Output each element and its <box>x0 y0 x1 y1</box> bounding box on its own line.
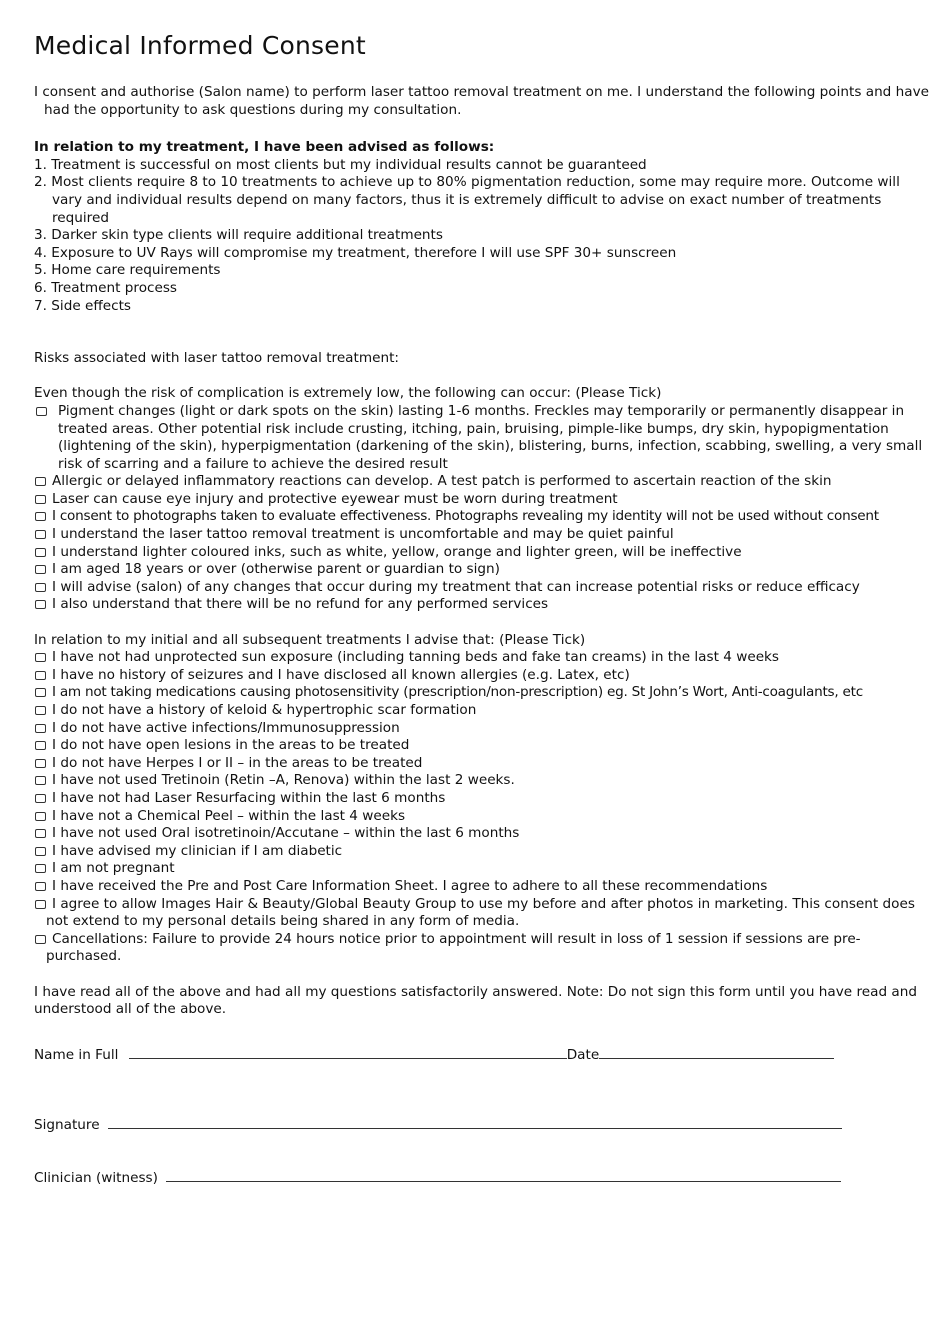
list-item: 3. Darker skin type clients will require additional treatments <box>34 227 443 244</box>
checkbox[interactable] <box>35 688 46 697</box>
checklist-item <box>34 403 929 473</box>
advised-heading: In relation to my treatment, I have been advised as follows: <box>34 139 495 156</box>
checklist-item <box>34 720 929 738</box>
checkbox[interactable] <box>35 812 46 821</box>
advise-checklist <box>34 649 929 966</box>
checklist-item-label: I have not a Chemical Peel – within the last 4 weeks <box>52 807 406 824</box>
checklist-item-label: I have not used Oral isotretinoin/Accutane – within the last 6 months <box>52 825 520 842</box>
clinician-input-line[interactable] <box>166 1169 841 1182</box>
name-label: Name in Full <box>34 1047 119 1063</box>
checkbox[interactable] <box>35 935 46 944</box>
checklist-item-label: I understand lighter coloured inks, such as white, yellow, orange and lighter green, will be ineffective <box>52 543 742 560</box>
list-item: 5. Home care requirements <box>34 262 221 279</box>
checkbox[interactable] <box>35 794 46 803</box>
checklist-item <box>34 843 929 861</box>
checklist-item <box>34 579 929 597</box>
checklist-item-label: Laser can cause eye injury and protective eyewear must be worn during treatment <box>52 490 618 507</box>
checkbox[interactable] <box>35 653 46 662</box>
list-item: 7. Side effects <box>34 297 131 314</box>
checklist-item <box>34 684 929 702</box>
checkbox[interactable] <box>35 776 46 785</box>
checklist-item-label: Allergic or delayed inflammatory reactions can develop. A test patch is performed to ascertain reaction of the skin <box>52 473 832 490</box>
advise-intro: In relation to my initial and all subsequent treatments I advise that: (Please Tick) <box>34 631 586 648</box>
checklist-item <box>34 808 929 826</box>
checklist-item-label: I understand the laser tattoo removal treatment is uncomfortable and may be quiet painful <box>52 526 674 543</box>
name-input-line[interactable] <box>129 1046 567 1059</box>
list-item: 4. Exposure to UV Rays will compromise my treatment, therefore I will use SPF 30+ sunscreen <box>34 244 677 261</box>
checklist-item-label: Cancellations: Failure to provide 24 hours notice prior to appointment will result in loss of 1 session if sessions are pre-purchased. <box>46 930 861 965</box>
checklist-item <box>34 508 929 526</box>
date-input-line[interactable] <box>599 1046 834 1059</box>
intro-paragraph: I consent and authorise (Salon name) to perform laser tattoo removal treatment on me. I understand the following points and have had the opportunity to ask questions during my consultation. <box>34 84 929 118</box>
closing-statement: I have read all of the above and had all my questions satisfactorily answered. Note: Do not sign this form until you have read and understood all of the above. <box>34 983 917 1018</box>
checklist-item <box>34 755 929 773</box>
checkbox[interactable] <box>35 495 46 504</box>
checklist-item-label: I have not used Tretinoin (Retin –A, Renova) within the last 2 weeks. <box>52 772 515 789</box>
checkbox[interactable] <box>35 600 46 609</box>
signature-label: Signature <box>34 1117 100 1133</box>
checklist-item <box>34 526 929 544</box>
signature-input-line[interactable] <box>108 1116 842 1129</box>
date-label: Date <box>566 1047 600 1063</box>
checkbox[interactable] <box>35 565 46 574</box>
checklist-item-label: I have advised my clinician if I am diabetic <box>52 842 343 859</box>
checklist-item-label: I agree to allow Images Hair & Beauty/Global Beauty Group to use my before and after photos in marketing. This consent does not extend to my personal details being shared in any form of media. <box>46 895 915 930</box>
page-title: Medical Informed Consent <box>34 31 366 60</box>
checkbox[interactable] <box>35 847 46 856</box>
checklist-item-label: I have not had Laser Resurfacing within the last 6 months <box>52 789 446 806</box>
checklist-item <box>34 772 929 790</box>
list-item: 2. Most clients require 8 to 10 treatments to achieve up to 80% pigmentation reduction, some may require more. Outcome will vary and individual results depend on many factors, thus it is extremely difficult to advise on exact number of treatments required <box>34 174 900 226</box>
checklist-item <box>34 878 929 896</box>
checklist-item-label: I am not taking medications causing photosensitivity (prescription/non-prescription) eg. St John’s Wort, Anti-coagulants, etc <box>52 684 863 701</box>
checklist-item <box>34 544 929 562</box>
checklist-item-label: I do not have open lesions in the areas to be treated <box>52 737 410 754</box>
risk-checklist <box>34 403 929 614</box>
checklist-item <box>34 860 929 878</box>
signature-row <box>34 1116 842 1133</box>
checklist-item-label: I will advise (salon) of any changes that occur during my treatment that can increase potential risks or reduce efficacy <box>52 578 860 595</box>
checklist-item <box>34 491 929 509</box>
checklist-item-label: I have received the Pre and Post Care Information Sheet. I agree to adhere to all these recommendations <box>52 877 768 894</box>
checklist-item-label: I do not have active infections/Immunosuppression <box>52 719 400 736</box>
checklist-item-label: I am not pregnant <box>52 860 175 877</box>
checklist-item <box>34 702 929 720</box>
list-item: 6. Treatment process <box>34 279 178 296</box>
list-item: 1. Treatment is successful on most clients but my individual results cannot be guaranteed <box>34 156 647 173</box>
checklist-item-label: I do not have a history of keloid & hypertrophic scar formation <box>52 702 477 718</box>
risks-heading: Risks associated with laser tattoo removal treatment: <box>34 350 399 367</box>
checklist-item-label: Pigment changes (light or dark spots on the skin) lasting 1-6 months. Freckles may temporarily or permanently disappear in treated areas. Other potential risk include crusting, itching, pain, bruising, pimple-like bumps, dry skin, hypopigmentation (lightening of the skin), hyperpigmentation (darkening of the skin), blistering, burns, infection, scabbing, swelling, a very small risk of scarring and a failure to achieve the desired result <box>58 402 923 472</box>
checklist-item <box>34 561 929 579</box>
checklist-item-label: I have no history of seizures and I have disclosed all known allergies (e.g. Latex, etc) <box>52 666 630 683</box>
checkbox[interactable] <box>35 477 46 486</box>
advised-list <box>34 157 929 315</box>
checkbox[interactable] <box>35 882 46 891</box>
checkbox[interactable] <box>35 900 46 909</box>
checkbox[interactable] <box>35 864 46 873</box>
clinician-label: Clinician (witness) <box>34 1170 158 1186</box>
checkbox[interactable] <box>35 512 46 521</box>
risks-intro: Even though the risk of complication is extremely low, the following can occur: (Please Tick) <box>34 385 662 402</box>
checkbox[interactable] <box>35 706 46 715</box>
checklist-item <box>34 667 929 685</box>
checklist-item <box>34 649 929 667</box>
checkbox[interactable] <box>35 548 46 557</box>
checkbox[interactable] <box>35 671 46 680</box>
checklist-item <box>34 896 929 931</box>
checkbox[interactable] <box>35 530 46 539</box>
checklist-item <box>34 790 929 808</box>
consent-document <box>34 30 929 1019</box>
checklist-item <box>34 596 929 614</box>
checklist-item-label: I also understand that there will be no refund for any performed services <box>52 596 549 613</box>
checkbox[interactable] <box>35 724 46 733</box>
checklist-item <box>34 473 929 491</box>
checkbox[interactable] <box>35 741 46 750</box>
checklist-item <box>34 825 929 843</box>
name-date-row <box>34 1046 834 1063</box>
checkbox[interactable] <box>36 407 47 416</box>
checklist-item-label: I do not have Herpes I or II – in the areas to be treated <box>52 754 423 771</box>
checklist-item-label: I am aged 18 years or over (otherwise parent or guardian to sign) <box>52 561 500 578</box>
checklist-item <box>34 931 929 966</box>
checklist-item-label: I consent to photographs taken to evaluate effectiveness. Photographs revealing my identity will not be used without consent <box>52 508 879 525</box>
clinician-row <box>34 1169 841 1186</box>
checkbox[interactable] <box>35 759 46 768</box>
checklist-item <box>34 737 929 755</box>
checkbox[interactable] <box>35 583 46 592</box>
checklist-item-label: I have not had unprotected sun exposure (including tanning beds and fake tan creams) in the last 4 weeks <box>52 649 780 666</box>
checkbox[interactable] <box>35 829 46 838</box>
